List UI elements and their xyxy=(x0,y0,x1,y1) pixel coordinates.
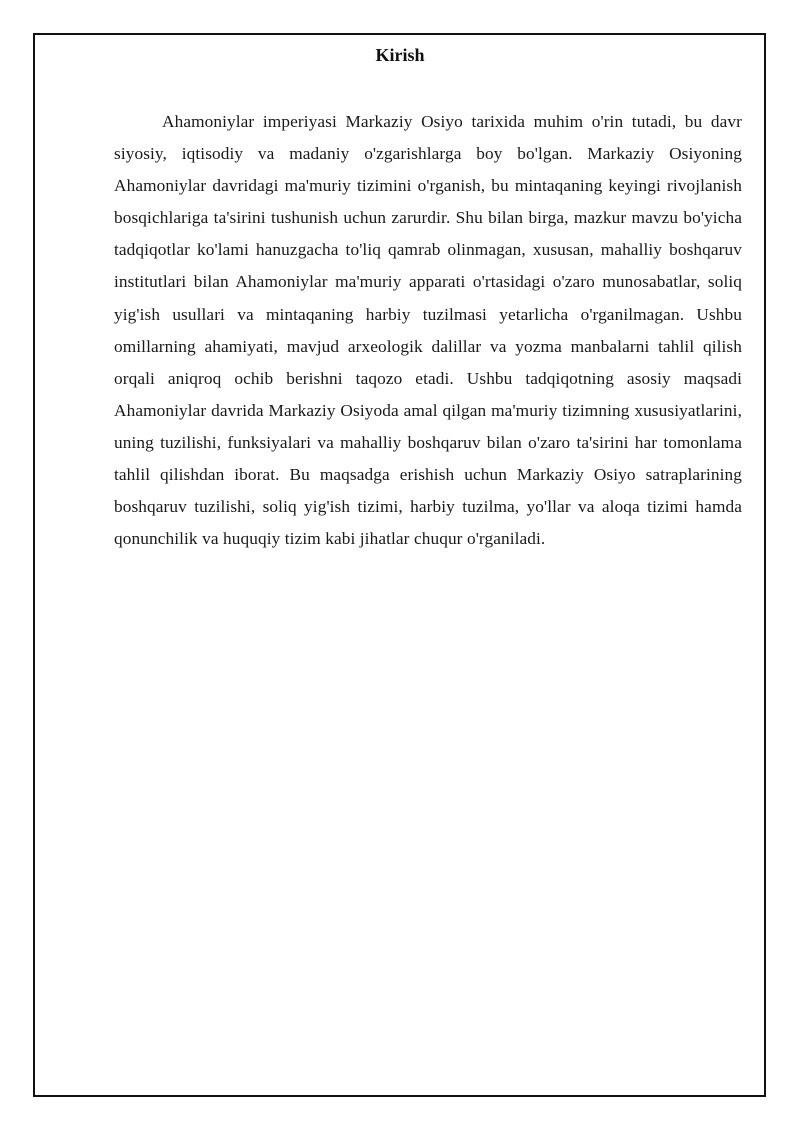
body-paragraph: Ahamoniylar imperiyasi Markaziy Osiyo tarixida muhim o'rin tutadi, bu davr siyosiy, iqtisodiy va madaniy o'zgarishlarga boy bo'lgan. Markaziy Osiyoning Ahamoniylar davridagi ma'muriy tizimini o'rganish, bu mintaqaning keyingi rivojlanish bosqichlariga ta'sirini tushunish uchun zarurdir. Shu bilan birga, mazkur mavzu bo'yicha tadqiqotlar ko'lami hanuzgacha to'liq qamrab olinmagan, xususan, mahalliy boshqaruv institutlari bilan Ahamoniylar ma'muriy apparati o'rtasidagi o'zaro munosabatlar, soliq yig'ish usullari va mintaqaning harbiy tuzilmasi yetarlicha o'rganilmagan. Ushbu omillarning ahamiyati, mavjud arxeologik dalillar va yozma manbalarni tahlil qilish orqali aniqroq ochib berishni taqozo etadi. Ushbu tadqiqotning asosiy maqsadi Ahamoniylar davrida Markaziy Osiyoda amal qilgan ma'muriy tizimning xususiyatlarini, uning tuzilishi, funksiyalari va mahalliy boshqaruv bilan o'zaro ta'sirini har tomonlama tahlil qilishdan iborat. Bu maqsadga erishish uchun Markaziy Osiyo satraplarining boshqaruv tuzilishi, soliq yig'ish tizimi, harbiy tuzilma, yo'llar va aloqa tizimi hamda qonunchilik va huquqiy tizim kabi jihatlar chuqur o'rganiladi. xyxy=(114,112,742,549)
page-title: Kirish xyxy=(375,45,425,65)
